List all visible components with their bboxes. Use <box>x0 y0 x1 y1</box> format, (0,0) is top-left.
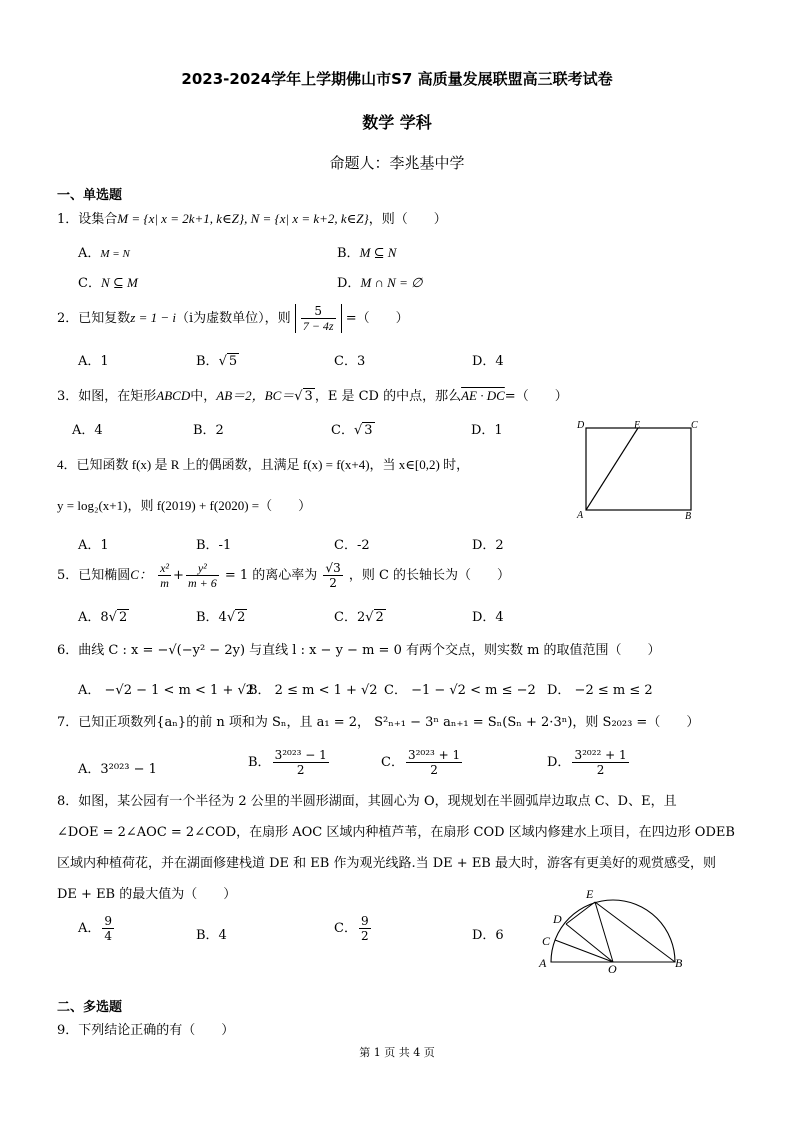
semicircle-figure <box>535 885 695 975</box>
label-d: D <box>577 420 585 431</box>
author-line: 命题人：李兆基中学 <box>329 154 465 172</box>
q2-abs-fraction: $\frac{5}{7 - 4z}$ <box>295 304 342 333</box>
q8-option-b: B．4 <box>196 928 227 943</box>
segment-ae <box>586 428 638 510</box>
q3-vectors: AE · DC <box>461 388 505 403</box>
q1-prefix: 1．设集合 <box>57 212 118 227</box>
q2-option-b: B．√ 5 <box>196 354 238 369</box>
q2-option-a: A．1 <box>78 354 109 369</box>
question-1 <box>57 210 447 229</box>
question-4-line-1: 4．已知函数 f(x) 是 R 上的偶函数，且满足 f(x) = f(x+4)，当 x∈[0,2) 时， <box>57 457 470 472</box>
q7-option-a: A．3²⁰²³ − 1 <box>78 762 157 777</box>
label-b: B <box>685 511 692 522</box>
q1-sets: M = {x| x = 2k+1, k∈Z}, N = {x| x = k+2, k∈Z} <box>117 211 369 226</box>
section-multi-choice: 二、多选题 <box>57 1000 123 1015</box>
q1-option-a: A．M = N <box>78 246 130 261</box>
question-4-line-2: y = log₂(x+1)，则 f(2019) + f(2020) =（ ） <box>57 498 312 513</box>
subject-title: 数学 学科 <box>362 113 432 132</box>
label-o: O <box>608 962 617 975</box>
q1-option-d: D．M ∩ N = ∅ <box>337 275 423 291</box>
segment-de <box>566 902 595 924</box>
q5-option-c: C．2√ 2 <box>334 610 384 625</box>
q6-option-c: C． −1 − √2 < m ≤ −2 <box>384 683 536 698</box>
segment-eb <box>595 902 675 962</box>
q3-option-a: A．4 <box>72 423 103 438</box>
label-e: E <box>586 887 594 901</box>
question-5: 5．已知椭圆C： $\frac{\text{x²}}{m}$ + $\frac{\text{y²}}{m + 6}$ = 1 的离心率为 $\frac{√3}{2}$ ，则 C 的长轴长为（ ） <box>57 561 511 590</box>
q7-option-b: B． $\frac{\text{3²⁰²³ − 1}}{2}$ <box>248 748 327 777</box>
segment-oe <box>595 902 613 962</box>
q5-option-b: B．4√ 2 <box>196 610 246 625</box>
label-e: E <box>634 420 641 431</box>
question-8-line-2: ∠DOE = 2∠AOC = 2∠COD，在扇形 AOC 区域内种植芦苇，在扇形 COD 区域内修建水上项目，在四边形 ODEB <box>57 825 735 840</box>
q6-option-b: B． 2 ≤ m < 1 + √2 <box>248 683 378 698</box>
page-footer: 第 1 页 共 4 页 <box>359 1046 435 1059</box>
label-d: D <box>553 912 562 926</box>
q5-option-a: A．8√ 2 <box>78 610 128 625</box>
question-8-line-1: 8．如图，某公园有一个半径为 2 公里的半圆形湖面，其圆心为 O，现规划在半圆弧岸边取点 C、D、E，且 <box>57 794 677 809</box>
rectangle-abcd <box>586 428 691 510</box>
rectangle-figure <box>574 418 704 522</box>
q4-option-b: B．-1 <box>196 538 232 553</box>
label-a: A <box>539 956 547 970</box>
segment-oc <box>555 940 613 962</box>
label-c: C <box>542 934 551 948</box>
question-8-line-4: DE + EB 的最大值为（ ） <box>57 887 237 902</box>
q6-option-d: D． −2 ≤ m ≤ 2 <box>547 683 653 698</box>
semicircle-lake <box>551 900 675 962</box>
q2-option-d: D．4 <box>472 354 504 369</box>
q3-option-d: D．1 <box>471 423 503 438</box>
exam-title: 2023-2024学年上学期佛山市S7 高质量发展联盟高三联考试卷 <box>181 70 613 88</box>
q3-option-b: B．2 <box>193 423 224 438</box>
q7-option-c: C． $\frac{\text{3²⁰²³ + 1}}{2}$ <box>381 748 461 777</box>
label-c: C <box>691 420 698 431</box>
label-a: A <box>577 510 584 521</box>
q2-option-c: C．3 <box>334 354 366 369</box>
q1-option-b: B．M ⊆ N <box>337 245 397 261</box>
label-b: B <box>675 956 683 970</box>
q8-option-a: A． $\frac{9}{4}$ <box>78 914 113 943</box>
q8-option-d: D．6 <box>472 928 504 943</box>
question-9: 9．下列结论正确的有（ ） <box>57 1023 235 1038</box>
section-single-choice: 一、单选题 <box>57 188 123 203</box>
q7-option-d: D． $\frac{\text{3²⁰²² + 1}}{2}$ <box>547 748 627 777</box>
question-8-line-3: 区域内种植荷花，并在湖面修建栈道 DE 和 EB 作为观光线路.当 DE + EB 最大时，游客有更美好的观赏感受，则 <box>57 856 716 871</box>
q1-option-c: C．N ⊆ M <box>78 275 138 291</box>
q6-option-a: A． −√2 − 1 < m < 1 + √2 <box>78 683 255 698</box>
q4-option-a: A．1 <box>78 538 109 553</box>
question-6: 6．曲线 C : x = −√(−y² − 2y) 与直线 l : x − y − m = 0 有两个交点，则实数 m 的取值范围（ ） <box>57 643 661 658</box>
question-2: 2．已知复数z = 1 − i（i为虚数单位），则 $\frac{5}{7 - 4z}$ =（ ） <box>57 304 409 333</box>
q1-suffix: ，则（ ） <box>368 212 447 227</box>
question-7: 7．已知正项数列{aₙ}的前 n 项和为 Sₙ，且 a₁ = 2， S²ₙ₊₁ − 3ⁿ aₙ₊₁ = Sₙ(Sₙ + 2·3ⁿ)，则 S₂₀₂₃ =（ ） <box>57 715 700 730</box>
q3-option-c: C．√ 3 <box>331 423 373 438</box>
q4-option-d: D．2 <box>472 538 504 553</box>
question-3: 3．如图，在矩形ABCD中，AB＝2，BC＝√ 3 ，E 是 CD 的中点，那么AE · DC=（ ） <box>57 388 568 404</box>
q8-option-c: C． $\frac{9}{2}$ <box>334 914 369 943</box>
q5-option-d: D．4 <box>472 610 504 625</box>
q4-option-c: C．-2 <box>334 538 370 553</box>
segment-od <box>566 924 613 962</box>
